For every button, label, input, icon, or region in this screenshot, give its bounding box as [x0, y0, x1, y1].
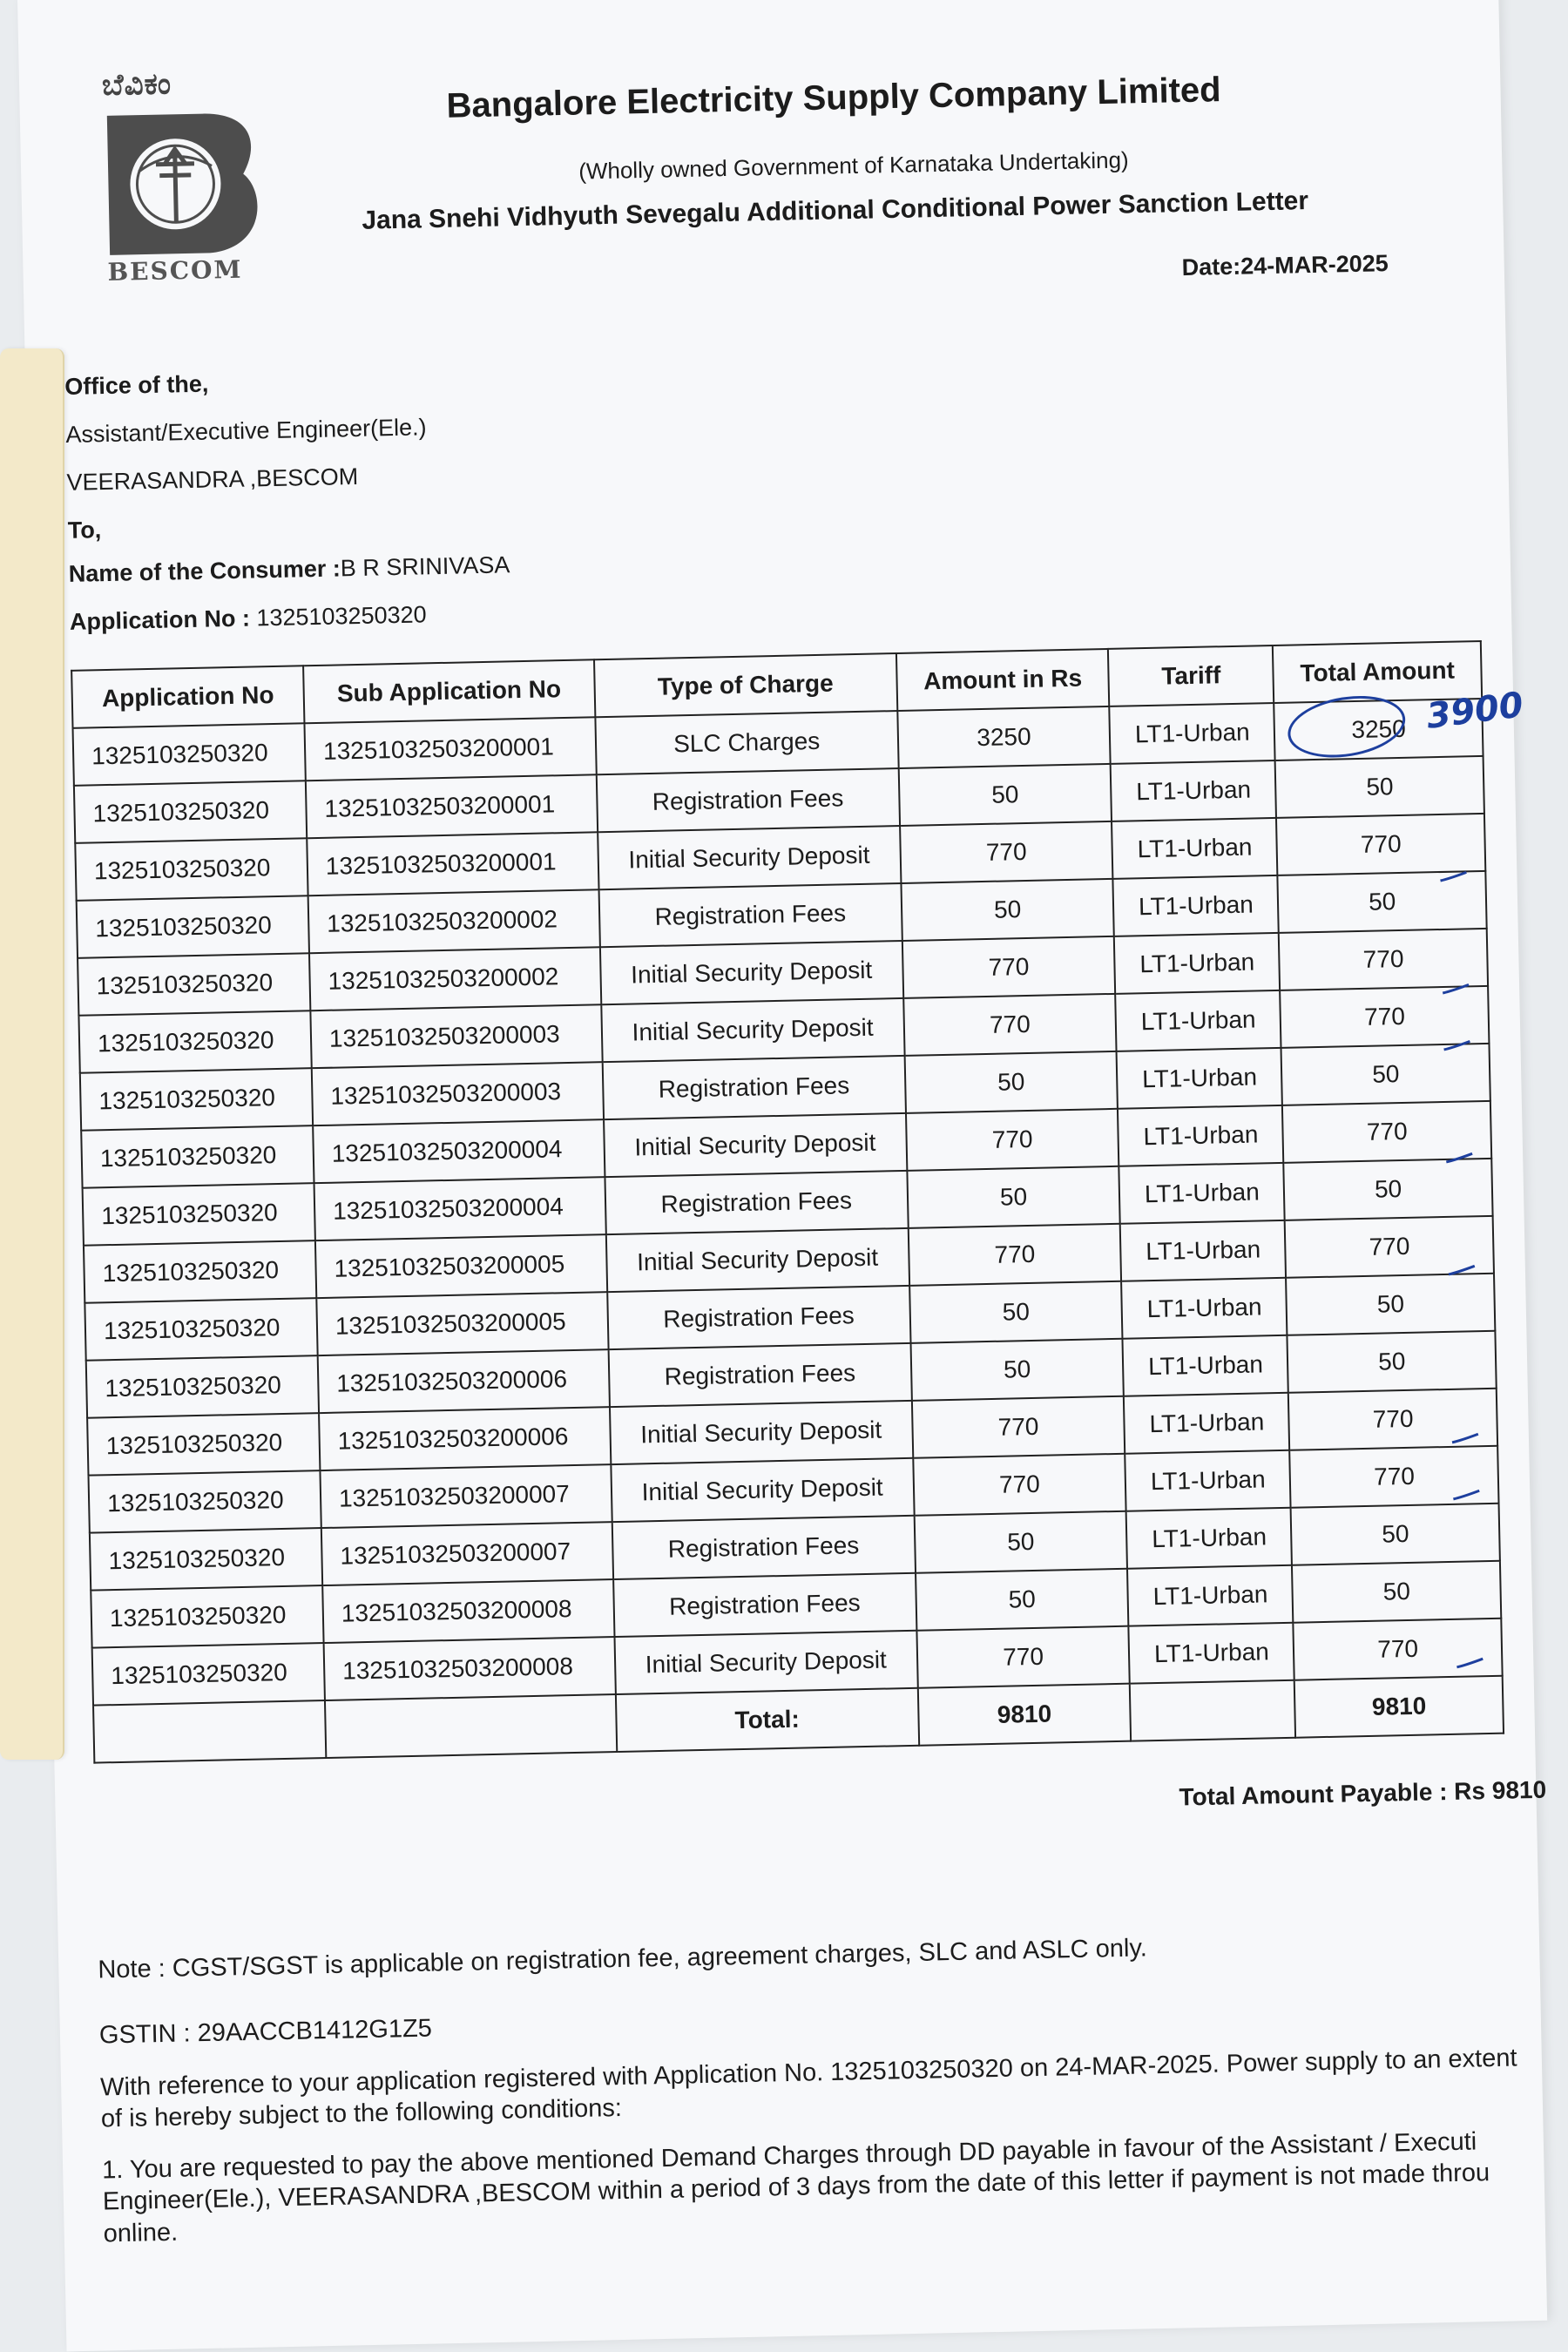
cell-sub-application-no: 13251032503200006 [318, 1349, 610, 1413]
cell-total-amount: 50 [1281, 1044, 1490, 1105]
cell-tariff: LT1-Urban [1114, 933, 1280, 994]
cell-amount: 770 [913, 1454, 1126, 1516]
cell-application-no: 1325103250320 [75, 838, 308, 901]
cell-sub-application-no: 13251032503200004 [313, 1119, 605, 1183]
cell-amount: 770 [900, 821, 1113, 883]
cell-amount: 770 [912, 1396, 1125, 1458]
cell-amount: 770 [902, 936, 1116, 998]
total-amount-payable: Total Amount Payable : Rs 9810 [1179, 1775, 1547, 1811]
cell-type-of-charge: Registration Fees [613, 1573, 916, 1637]
cell-tariff: LT1-Urban [1110, 703, 1275, 764]
cell-application-no: 1325103250320 [78, 953, 310, 1016]
check-mark-icon [1447, 1264, 1477, 1277]
consumer-name: B R SRINIVASA [340, 551, 510, 582]
cell-tariff: LT1-Urban [1124, 1393, 1289, 1454]
to-label: To, [67, 517, 102, 544]
charges-table [71, 640, 1504, 1764]
cell-type-of-charge: Initial Security Deposit [611, 1458, 914, 1522]
cell-tariff: LT1-Urban [1120, 1220, 1286, 1281]
bescom-b-emblem-icon [103, 108, 272, 260]
total-empty-cell [93, 1700, 326, 1763]
total-amount: 9810 [917, 1684, 1131, 1746]
cell-application-no: 1325103250320 [84, 1298, 317, 1361]
reference-paragraph: With reference to your application registered with Application No. 1325103250320 on 24-MAR-2025. Power supply to an extent of is hereby subject to the following conditions: [99, 2044, 1517, 2133]
total-label: Total: [616, 1688, 919, 1752]
col-tariff: Tariff [1108, 645, 1274, 706]
cell-total-amount: 50 [1292, 1561, 1501, 1623]
letter-date: Date:24-MAR-2025 [1181, 250, 1389, 281]
cell-total-amount: 50 [1288, 1331, 1497, 1393]
cell-total-amount: 50 [1284, 1159, 1493, 1220]
cell-sub-application-no: 13251032503200003 [312, 1062, 604, 1125]
gst-note: Note : CGST/SGST is applicable on registration fee, agreement charges, SLC and ASLC only. [98, 1934, 1148, 1984]
cell-sub-application-no: 13251032503200005 [315, 1234, 607, 1298]
cell-type-of-charge: Registration Fees [605, 1171, 908, 1234]
cell-tariff: LT1-Urban [1129, 1623, 1294, 1684]
cell-sub-application-no: 13251032503200008 [324, 1637, 616, 1700]
cell-amount: 50 [909, 1281, 1123, 1343]
cell-total-amount: 770 [1285, 1216, 1494, 1278]
cell-amount: 3250 [897, 706, 1111, 768]
logo-kannada-text: ಬೆವಿಕಂ [101, 66, 172, 103]
cell-amount: 50 [916, 1569, 1129, 1631]
application-line [70, 601, 427, 636]
gstin: GSTIN : 29AACCB1412G1Z5 [98, 2014, 433, 2050]
cell-total-amount: 50 [1286, 1274, 1495, 1335]
office-location: VEERASANDRA ,BESCOM [66, 463, 359, 496]
total-empty-cell [1130, 1680, 1295, 1741]
cell-sub-application-no: 13251032503200001 [304, 717, 596, 781]
cell-total-amount: 50 [1278, 871, 1487, 933]
binder-ribbon [0, 348, 64, 1760]
col-type-of-charge: Type of Charge [594, 653, 897, 717]
cell-sub-application-no: 13251032503200007 [320, 1464, 612, 1528]
cell-sub-application-no: 13251032503200006 [319, 1407, 611, 1470]
check-mark-icon [1444, 1152, 1474, 1165]
cell-type-of-charge: SLC Charges [595, 711, 898, 774]
cell-total-amount: 770 [1282, 1101, 1491, 1163]
cell-application-no: 1325103250320 [77, 896, 309, 958]
cell-total-amount: 770 [1288, 1389, 1497, 1450]
condition-1: 1. You are requested to pay the above mentioned Demand Charges through DD payable in favour of the Assistant / Executi Engineer(Ele.), VEERASANDRA ,BESCOM within a period of 3 days from the date of this letter if payment is not made throu online. [101, 2127, 1490, 2247]
check-mark-icon [1450, 1432, 1480, 1445]
ownership-line: (Wholly owned Government of Karnataka Undertaking) [578, 146, 1129, 185]
col-application-no: Application No [71, 666, 304, 728]
bescom-logo [101, 56, 280, 287]
cell-application-no: 1325103250320 [86, 1355, 319, 1418]
check-mark-icon [1438, 870, 1468, 883]
company-name: Bangalore Electricity Supply Company Limited [446, 71, 1222, 125]
application-label: Application No : [69, 605, 257, 635]
cell-sub-application-no: 13251032503200002 [308, 889, 600, 953]
cell-type-of-charge: Initial Security Deposit [600, 941, 903, 1004]
check-mark-icon [1441, 983, 1470, 996]
cell-total-amount: 770 [1294, 1619, 1503, 1680]
cell-type-of-charge: Registration Fees [598, 883, 902, 947]
cell-total-amount: 50 [1291, 1504, 1500, 1565]
cell-type-of-charge: Initial Security Deposit [598, 826, 901, 889]
cell-application-no: 1325103250320 [88, 1470, 321, 1533]
cell-sub-application-no: 13251032503200002 [309, 947, 601, 1010]
cell-sub-application-no: 13251032503200001 [306, 774, 598, 838]
cell-application-no: 1325103250320 [83, 1183, 315, 1246]
cell-amount: 50 [914, 1511, 1127, 1573]
cell-tariff: LT1-Urban [1111, 760, 1276, 821]
cell-application-no: 1325103250320 [78, 1010, 311, 1073]
cell-application-no: 1325103250320 [81, 1125, 314, 1188]
total-empty-cell [325, 1694, 617, 1758]
cell-sub-application-no: 13251032503200004 [314, 1177, 605, 1240]
cell-type-of-charge: Initial Security Deposit [604, 1113, 907, 1177]
cell-application-no: 1325103250320 [84, 1240, 316, 1303]
cell-type-of-charge: Initial Security Deposit [614, 1631, 917, 1694]
cell-tariff: LT1-Urban [1127, 1565, 1293, 1626]
check-mark-icon [1455, 1657, 1484, 1670]
cell-total-amount: 3250 [1274, 699, 1484, 760]
cell-sub-application-no: 13251032503200008 [322, 1579, 614, 1643]
application-number: 1325103250320 [256, 601, 427, 632]
cell-application-no: 1325103250320 [87, 1413, 320, 1476]
cell-total-amount: 770 [1290, 1446, 1499, 1508]
cell-application-no: 1325103250320 [91, 1585, 323, 1648]
cell-type-of-charge: Registration Fees [612, 1516, 915, 1579]
cell-application-no: 1325103250320 [92, 1643, 325, 1706]
cell-total-amount: 50 [1275, 756, 1484, 818]
cell-tariff: LT1-Urban [1117, 1048, 1282, 1109]
consumer-label: Name of the Consumer : [68, 555, 341, 587]
col-total-amount: Total Amount [1273, 641, 1482, 703]
cell-type-of-charge: Initial Security Deposit [610, 1401, 913, 1464]
cell-sub-application-no: 13251032503200005 [316, 1292, 608, 1355]
cell-sub-application-no: 13251032503200003 [310, 1004, 602, 1068]
cell-sub-application-no: 13251032503200007 [321, 1522, 613, 1585]
handwritten-amount: 3900 [1424, 685, 1526, 737]
cell-tariff: LT1-Urban [1119, 1163, 1285, 1224]
total-total-amount: 9810 [1294, 1676, 1504, 1738]
cell-amount: 770 [906, 1109, 1119, 1171]
cell-amount: 770 [903, 994, 1117, 1056]
cell-type-of-charge: Registration Fees [608, 1343, 911, 1407]
cell-tariff: LT1-Urban [1112, 818, 1277, 879]
cell-type-of-charge: Initial Security Deposit [601, 998, 904, 1062]
cell-application-no: 1325103250320 [74, 781, 307, 843]
cell-tariff: LT1-Urban [1121, 1278, 1287, 1339]
cell-type-of-charge: Registration Fees [602, 1056, 905, 1119]
cell-type-of-charge: Initial Security Deposit [605, 1228, 909, 1292]
letter-title: Jana Snehi Vidhyuth Sevegalu Additional Conditional Power Sanction Letter [362, 186, 1309, 235]
letter-paper [17, 0, 1547, 2351]
check-mark-icon [1442, 1039, 1471, 1052]
cell-amount: 50 [907, 1166, 1120, 1228]
cell-tariff: LT1-Urban [1123, 1335, 1288, 1396]
cell-amount: 770 [908, 1224, 1121, 1286]
cell-amount: 50 [898, 764, 1112, 826]
engineer-designation: Assistant/Executive Engineer(Ele.) [65, 414, 427, 448]
cell-total-amount: 770 [1276, 814, 1485, 875]
cell-type-of-charge: Registration Fees [607, 1286, 910, 1349]
cell-type-of-charge: Registration Fees [596, 768, 899, 832]
consumer-line [68, 551, 510, 588]
check-mark-icon [1451, 1489, 1481, 1502]
logo-bescom-text: BESCOM [107, 254, 243, 287]
cell-amount: 50 [910, 1339, 1124, 1401]
cell-total-amount: 770 [1281, 986, 1490, 1048]
cell-total-amount: 770 [1279, 929, 1488, 990]
cell-amount: 50 [904, 1051, 1118, 1113]
cell-application-no: 1325103250320 [90, 1528, 322, 1591]
cell-application-no: 1325103250320 [73, 723, 306, 786]
cell-application-no: 1325103250320 [80, 1068, 313, 1131]
col-amount: Amount in Rs [896, 649, 1110, 711]
col-sub-application-no: Sub Application No [303, 659, 595, 723]
office-of-label: Office of the, [64, 370, 209, 400]
cell-tariff: LT1-Urban [1118, 1105, 1283, 1166]
cell-tariff: LT1-Urban [1113, 875, 1279, 936]
cell-tariff: LT1-Urban [1126, 1508, 1292, 1569]
cell-amount: 50 [901, 879, 1114, 941]
cell-tariff: LT1-Urban [1116, 990, 1281, 1051]
cell-sub-application-no: 13251032503200001 [307, 832, 598, 896]
cell-tariff: LT1-Urban [1125, 1450, 1291, 1511]
cell-amount: 770 [916, 1626, 1130, 1688]
